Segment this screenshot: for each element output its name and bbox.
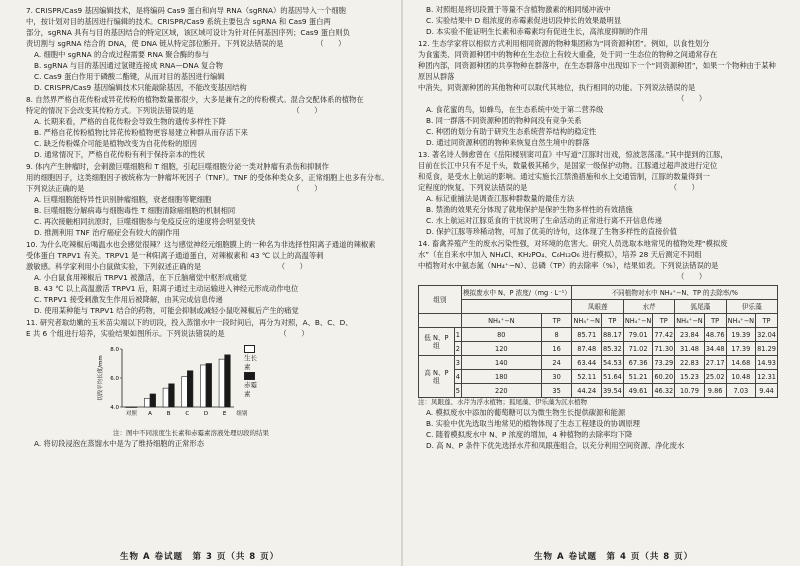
question-stem: 部分，sgRNA 具有与目的基因结合的特定区域，该区域可设计为针对任何基因序列；Cas9 蛋白则负 bbox=[26, 28, 350, 37]
bar-gibberellin bbox=[225, 355, 231, 407]
question-stem: 下列说法正确的是 （ ） bbox=[26, 184, 322, 193]
table-cell: 16 bbox=[541, 342, 572, 356]
page-footer: 生物 A 卷试题 第 4 页（共 8 页） bbox=[534, 552, 694, 562]
question-stem: 中植物对水中氨态氮（NH₄⁺−N）、总磷（TP）的去除率（%），结果如表。下列说法错误的是 bbox=[418, 261, 719, 270]
option-c: C. 缺乏传粉媒介可能是植物改变为自花传粉的原因 bbox=[34, 139, 197, 148]
table-cell: 52.11 bbox=[572, 370, 601, 384]
question-stem: 11. 研究者取幼嫩的玉米苗尖端以下的切段，投入蒸馏水中一段时间后，再分为对照，A、B、C、D、 bbox=[26, 318, 353, 327]
header-tp: TP bbox=[756, 314, 778, 328]
option-d: D. 本实验不能证明生长素和赤霉素均有促进生长，高浓度抑制的作用 bbox=[426, 27, 648, 36]
page-divider bbox=[401, 0, 403, 566]
page-footer: 生物 A 卷试题 第 3 页（共 8 页） bbox=[120, 552, 280, 562]
option-c: C. TRPV1 接受刺激发生作用后被降解，由其完成信息传递 bbox=[34, 295, 223, 304]
table-cell: 51.21 bbox=[623, 370, 652, 384]
table-cell: 12.31 bbox=[756, 370, 778, 384]
option-b: B. 同一群落不同资源种团的物种间没有竞争关系 bbox=[426, 116, 582, 125]
table-cell: 15.23 bbox=[675, 370, 704, 384]
question-7 bbox=[26, 5, 392, 93]
question-10 bbox=[26, 239, 392, 316]
question-stem: 12. 生态学家将以相似方式利用相同资源的物种集团称为“同资源种团”。例如，以食性划分 bbox=[418, 39, 710, 48]
bar-auxin bbox=[200, 365, 206, 407]
table-cell: 7.03 bbox=[726, 384, 755, 398]
option-a: A. 细胞中 sgRNA 的合成过程需要 RNA 聚合酶的参与 bbox=[34, 50, 210, 59]
header-nh4: NH₄⁺−N bbox=[572, 314, 601, 328]
table-cell: 39.54 bbox=[601, 384, 623, 398]
header-nh4: NH₄⁺−N bbox=[675, 314, 704, 328]
figure-caption: 注：图中不同浓度生长素和赤霉素溶液处理切段的结果 bbox=[113, 429, 269, 437]
table-row bbox=[419, 342, 778, 356]
bar-gibberellin bbox=[131, 407, 137, 408]
table-cell: 31.48 bbox=[675, 342, 704, 356]
table-note: 注：凤眼莲、水芹为浮水植物；狐尾藻、伊乐藻为沉水植物 bbox=[418, 398, 587, 406]
question-stem: 水”（在自来水中加入 NH₄Cl、KH₂PO₄、C₆H₁₂O₆ 进行模拟），培养 28 天后测定不同组 bbox=[418, 250, 702, 259]
table-cell: 2 bbox=[454, 342, 461, 356]
question-stem: 和觅食，是受水上航运的影响。通过实施长江禁渔措施和水上交通管制，江豚的数量得到一 bbox=[418, 172, 710, 181]
header-plant: 伊乐藻 bbox=[726, 300, 777, 314]
legend-swatch bbox=[244, 345, 255, 353]
question-14 bbox=[418, 238, 782, 451]
option-a: A. 小白鼠食用辣椒后 TRPV1 被激活，在下丘脑痛觉中枢形成痛觉 bbox=[34, 273, 247, 282]
table-cell: 120 bbox=[461, 342, 541, 356]
table-cell: 140 bbox=[461, 356, 541, 370]
table-cell: 54.53 bbox=[601, 356, 623, 370]
question-stem: 13. 著名诗人韩愈曾在《岳阳楼别窦司直》中写道“江豚时出戏，惊波忽荡漾。”其中提到的江豚， bbox=[418, 150, 728, 159]
y-tick-label: 8.0 bbox=[110, 347, 119, 353]
option-a: A. 标记重捕法是调查江豚种群数量的最佳方法 bbox=[426, 194, 575, 203]
option-c: C. 随着模拟废水中 N、P 浓度的增加，4 种植物的去除率均下降 bbox=[426, 430, 633, 439]
y-tick-label: 4.0 bbox=[110, 405, 119, 411]
table-cell: 22.83 bbox=[675, 356, 704, 370]
table-cell: 44.24 bbox=[572, 384, 601, 398]
table-cell: 81.29 bbox=[756, 342, 778, 356]
option-b: B. 43 ℃ 以上高温激活 TRPV1 后，阳离子通过主动运输进入神经元形成动作电位 bbox=[34, 284, 299, 293]
header-sub-blank bbox=[461, 300, 572, 314]
header-nh4: NH₄⁺−N bbox=[623, 314, 652, 328]
header-tp: TP bbox=[704, 314, 726, 328]
data-table bbox=[418, 285, 778, 398]
legend-item bbox=[244, 345, 257, 372]
option-b: B. sgRNA 与目的基因通过氢键连接成 RNA—DNA 复合物 bbox=[34, 61, 223, 70]
y-tick-label: 6.0 bbox=[110, 376, 119, 382]
table-cell: 49.61 bbox=[623, 384, 652, 398]
question-12 bbox=[418, 38, 782, 148]
legend-swatch bbox=[244, 372, 255, 380]
table-cell: 17.39 bbox=[726, 342, 755, 356]
header-concentration: 模拟废水中 N、P 浓度/（mg · L⁻¹） bbox=[461, 286, 572, 300]
option-d: D. 保护江豚等珍稀动物，可加了优美的诗句，这体现了生物多样性的直接价值 bbox=[426, 227, 678, 236]
option-a: A. 长期来看，严格的自花传粉会导致生物的遗传多样性下降 bbox=[34, 117, 226, 126]
question-stem: 8. 自然界严格自花传粉或异花传粉的植物数量都很少，大多是兼有之的传粉模式。混合交配体系的植物在 bbox=[26, 95, 364, 104]
question-8 bbox=[26, 94, 392, 160]
header-group: 组别 bbox=[419, 286, 462, 314]
question-stem: 14. 畜禽养殖产生的废水污染性强，对环境的危害大。研究人员选取本地常见的植物处理“模拟废 bbox=[418, 239, 728, 248]
option-b: B. 实验中优先选取当地常见的植物体现了生态工程建设的协调原理 bbox=[426, 419, 640, 428]
page-4 bbox=[404, 0, 800, 566]
question-stem: 目前在长江中只有不足千头，数量极其稀少，是国家一级保护动物。江豚通过超声波进行定位 bbox=[418, 161, 718, 170]
table-cell: 27.17 bbox=[704, 356, 726, 370]
option-c: C. 水上航运对江豚觅食的干扰说明了生命活动的正常进行离不开信息传递 bbox=[426, 216, 662, 225]
table-cell: 79.01 bbox=[623, 328, 652, 342]
header-sub-blank bbox=[419, 314, 462, 328]
x-tick-label: C bbox=[185, 411, 190, 417]
option-a: A. 模拟废水中添加的葡萄糖可以为微生物生长提供碳源和能源 bbox=[426, 408, 626, 417]
option-a: A. 食花蜜的鸟，如蜂鸟，在生态系统中处于第二营养级 bbox=[426, 105, 604, 114]
option-d: D. 通常情况下，严格自花传粉有利于保持亲本的性状 bbox=[34, 150, 205, 159]
legend-label: 生长素 bbox=[244, 354, 257, 371]
header-tp: TP bbox=[601, 314, 623, 328]
table-cell: 14.93 bbox=[756, 356, 778, 370]
bar-auxin bbox=[219, 359, 225, 407]
table-cell: 51.64 bbox=[601, 370, 623, 384]
header-nh4: NH₄⁺−N bbox=[461, 314, 541, 328]
option-b: B. 巨噬细胞分解病毒与细胞毒性 T 细胞清除癌细胞的机制相同 bbox=[34, 206, 236, 215]
table-cell: 10.79 bbox=[675, 384, 704, 398]
x-tick-label: E bbox=[222, 411, 227, 417]
table-cell: 8 bbox=[541, 328, 572, 342]
table-cell: 35 bbox=[541, 384, 572, 398]
question-stem: 9. 体内产生肿瘤时，会刺激巨噬细胞和 T 细胞，引起巨噬细胞分泌一类对肿瘤有杀伤和抑制作 bbox=[26, 162, 329, 171]
question-stem: 责切割与 sgRNA 结合的 DNA，使 DNA 链从特定部位断开。下列说法错误的是 （ ） bbox=[26, 39, 346, 48]
question-stem: 中，按计划对目的基因进行编辑的技术。CRISPR/Cas9 系统主要包含 sgRNA 和 Cas9 蛋白两 bbox=[26, 17, 331, 26]
question-stem: 为食蜜类、同资源种团中的物种在生态位上有较大重叠，处于同一生态位的物种之间通常存在 bbox=[418, 50, 718, 59]
option-d: D. 通过同资源种团的物种来恢复自然生境中的群落 bbox=[426, 138, 590, 147]
chart-legend bbox=[244, 345, 257, 399]
header-tp: TP bbox=[541, 314, 572, 328]
table-cell: 14.68 bbox=[726, 356, 755, 370]
header-tp: TP bbox=[653, 314, 675, 328]
question-9 bbox=[26, 161, 392, 238]
option-b: B. 对照组是将切段置于等量不含植物激素的相同缓冲液中 bbox=[426, 5, 611, 14]
table-cell: 24 bbox=[541, 356, 572, 370]
bar-auxin bbox=[144, 398, 150, 407]
option-c: C. 再次接触相同抗原时，巨噬细胞参与免疫反应的速度将会明显变快 bbox=[34, 217, 256, 226]
bar-gibberellin bbox=[169, 384, 175, 407]
group-label: 高 N、P 组 bbox=[419, 356, 455, 398]
option-d: D. CRISPR/Cas9 基因编辑技术只能敲除基因，不能改变基因结构 bbox=[34, 83, 247, 92]
option-c: C. Cas9 蛋白作用于磷酸二酯键，从而对目的基因进行编辑 bbox=[34, 72, 225, 81]
table-cell: 23.84 bbox=[675, 328, 704, 342]
x-tick-label: D bbox=[203, 411, 209, 417]
table-cell: 60.20 bbox=[653, 370, 675, 384]
bar-gibberellin bbox=[206, 364, 212, 408]
table-cell: 67.36 bbox=[623, 356, 652, 370]
legend-label: 赤霉素 bbox=[244, 381, 257, 398]
table-cell: 4 bbox=[454, 370, 461, 384]
table-cell: 85.32 bbox=[601, 342, 623, 356]
question-stem: 种团内部，同资源种团的共享物种在群落中，在生态群落中出现如下一个“同资源种团”，如果一个物种由于某种原因从群落 bbox=[418, 61, 776, 81]
question-stem: 中消失，同资源种团的其他物种可以取代其地位，执行相同的功能。下列说法错误的是 bbox=[418, 83, 696, 92]
question-stem: 10. 为什么吃辣椒后喝温水也会感觉很辣？这与感觉神经元细胞膜上的一种名为非选择性阳离子通道的辣椒素 bbox=[26, 240, 376, 249]
table-cell: 88.17 bbox=[601, 328, 623, 342]
question-stem: （ ） bbox=[418, 94, 707, 103]
table-cell: 9.86 bbox=[704, 384, 726, 398]
table-cell: 3 bbox=[454, 356, 461, 370]
table-cell: 19.39 bbox=[726, 328, 755, 342]
group-label: 低 N、P 组 bbox=[419, 328, 455, 356]
table-row bbox=[419, 356, 778, 370]
chart-canvas bbox=[96, 341, 246, 421]
table-cell: 25.02 bbox=[704, 370, 726, 384]
table-cell: 1 bbox=[454, 328, 461, 342]
header-nh4: NH₄⁺−N bbox=[726, 314, 755, 328]
option-d: D. 推测利用 TNF 治疗癌症会有较大的副作用 bbox=[34, 228, 180, 237]
header-plant: 狐尾藻 bbox=[675, 300, 726, 314]
table-cell: 80 bbox=[461, 328, 541, 342]
bar-gibberellin bbox=[187, 371, 193, 407]
table-cell: 71.30 bbox=[653, 342, 675, 356]
table-cell: 34.48 bbox=[704, 342, 726, 356]
table-cell: 71.02 bbox=[623, 342, 652, 356]
table-cell: 32.04 bbox=[756, 328, 778, 342]
table-cell: 5 bbox=[454, 384, 461, 398]
table-cell: 87.48 bbox=[572, 342, 601, 356]
table-cell: 85.71 bbox=[572, 328, 601, 342]
header-plant: 水芹 bbox=[623, 300, 674, 314]
question-13 bbox=[418, 149, 782, 237]
option-b: B. 严格自花传粉植物比异花传粉植物更容易建立种群从而存活下来 bbox=[34, 128, 248, 137]
table-cell: 220 bbox=[461, 384, 541, 398]
table-cell: 180 bbox=[461, 370, 541, 384]
question-stem: 7. CRISPR/Cas9 基因编辑技术，是将编码 Cas9 蛋白和向导 RNA（sgRNA）的基因导入一个细胞 bbox=[26, 6, 346, 15]
x-axis-label: 组别 bbox=[236, 411, 248, 417]
option-d: D. 使用某种能与 TRPV1 结合的药物，可能会抑制或减轻小鼠吃辣椒后产生的痛觉 bbox=[34, 306, 299, 315]
question-stem: 特定的情况下会改变其传粉方式。下列说法错误的是 （ ） bbox=[26, 106, 322, 115]
table-row bbox=[419, 370, 778, 384]
question-stem: 定程度的恢复。下列说法错误的是 （ ） bbox=[418, 183, 699, 192]
question-stem: 受体蛋白 TRPV1 有关。TRPV1 是一种阳离子通道蛋白，对辣椒素和 43 ℃ 以上的高温等刺 bbox=[26, 251, 324, 260]
x-tick-label: A bbox=[148, 411, 152, 417]
table-cell: 73.29 bbox=[653, 356, 675, 370]
question-stem: 激敏感。科学家利用小白鼠做实验，下列叙述正确的是 （ ） bbox=[26, 262, 307, 271]
question-stem: E 共 6 个组进行培养，实验结果如图所示。下列说法错误的是 （ ） bbox=[26, 329, 309, 338]
table-cell: 63.44 bbox=[572, 356, 601, 370]
table-cell: 30 bbox=[541, 370, 572, 384]
table-cell: 46.32 bbox=[653, 384, 675, 398]
bar-auxin bbox=[126, 407, 132, 408]
option-c: C. 实验结果中 D 组浓度的赤霉素促进切段伸长的效果最明显 bbox=[426, 16, 622, 25]
option-a: A. 巨噬细胞能特异性识别肿瘤细胞，衰老细胞等靶细胞 bbox=[34, 195, 212, 204]
x-tick-label: B bbox=[166, 411, 171, 417]
bar-auxin bbox=[163, 388, 169, 407]
option-d: D. 高 N、P 条件下优先选择水芹和凤眼莲组合，以充分利用空间资源、净化废水 bbox=[426, 441, 685, 450]
option-c: C. 种团的划分有助于研究生态系统营养结构的稳定性 bbox=[426, 127, 597, 136]
table-row bbox=[419, 328, 778, 342]
bar-chart bbox=[96, 341, 257, 429]
legend-item bbox=[244, 372, 257, 399]
option-b: B. 禁渔的效果充分体现了就地保护是保护生物多样性的有效措施 bbox=[426, 205, 633, 214]
bar-gibberellin bbox=[150, 394, 156, 407]
question-stem: （ ） bbox=[418, 272, 707, 281]
table-row bbox=[419, 384, 778, 398]
question-11-continued bbox=[418, 4, 782, 37]
table-cell: 48.76 bbox=[704, 328, 726, 342]
bar-auxin bbox=[182, 377, 188, 407]
x-tick-label: 对照 bbox=[125, 411, 137, 417]
table-cell: 9.44 bbox=[756, 384, 778, 398]
question-stem: 用的细胞因子，这类细胞因子被统称为一肿瘤坏死因子（TNF）。TNF 的受体种类众多，正常细胞上也多有分布。 bbox=[26, 173, 389, 182]
header-plant: 凤眼莲 bbox=[572, 300, 623, 314]
table-cell: 10.48 bbox=[726, 370, 755, 384]
header-removal-rate: 不同植物对水中 NH₄⁺−N、TP 的去除率/% bbox=[572, 286, 778, 300]
y-axis-label: 切段平均长度/mm bbox=[98, 355, 104, 401]
question-11 bbox=[26, 317, 392, 449]
option-a: A. 将切段浸泡在蒸馏水中是为了维持细胞的正常形态 bbox=[34, 439, 205, 448]
table-cell: 77.42 bbox=[653, 328, 675, 342]
